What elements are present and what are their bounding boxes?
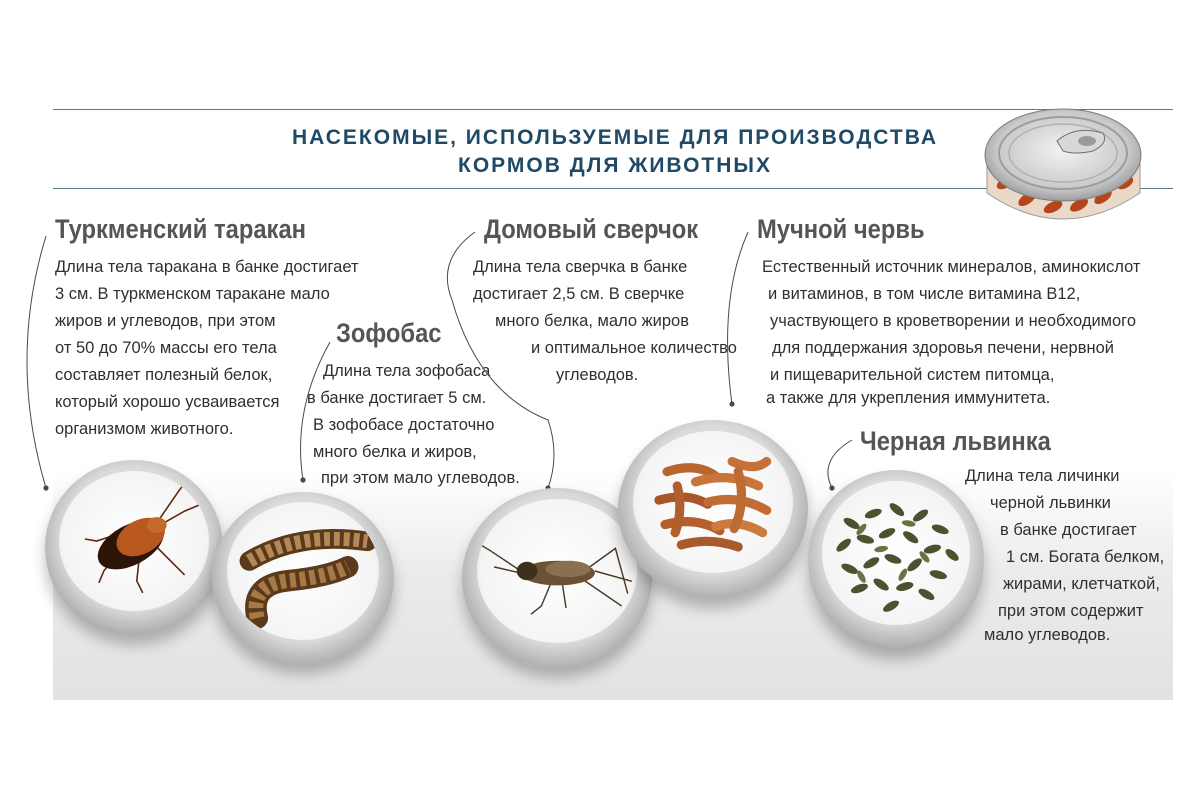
cockroach-can bbox=[45, 460, 223, 635]
text-line: и витаминов, в том числе витамина B12, bbox=[768, 285, 1081, 303]
text-line: Длина тела сверчка в банке bbox=[473, 258, 688, 276]
text-line: в банке достигает bbox=[1000, 521, 1137, 539]
text-line: Длина тела таракана в банке достигает bbox=[55, 258, 359, 276]
text-line: Длина тела зофобаса bbox=[323, 362, 491, 380]
text-line: и пищеварительной систем питомца, bbox=[770, 366, 1055, 384]
text-line: Длина тела личинки bbox=[965, 467, 1120, 485]
text-line: который хорошо усваивается bbox=[55, 393, 280, 411]
text-line: черной львинки bbox=[990, 494, 1111, 512]
infographic-title-line-2: КОРМОВ ДЛЯ ЖИВОТНЫХ bbox=[458, 154, 772, 177]
text-line: углеводов. bbox=[556, 366, 639, 384]
text-line: жиров и углеводов, при этом bbox=[55, 312, 276, 330]
text-line: для поддержания здоровья печени, нервной bbox=[772, 339, 1115, 357]
mealworm-image bbox=[633, 431, 793, 573]
text-line: достигает 2,5 см. В сверчке bbox=[473, 285, 685, 303]
heading-mealworm: Мучной червь bbox=[757, 214, 925, 244]
text-line: от 50 до 70% массы его тела bbox=[55, 339, 277, 357]
heading-turkmen-cockroach: Туркменский таракан bbox=[55, 214, 307, 244]
infographic-title-line-1: НАСЕКОМЫЕ, ИСПОЛЬЗУЕМЫЕ ДЛЯ ПРОИЗВОДСТВА bbox=[291, 126, 939, 149]
text-line: составляет полезный белок, bbox=[55, 366, 273, 384]
mealworm-can bbox=[618, 420, 808, 598]
text-line: и оптимальное количество bbox=[531, 339, 737, 357]
text-line: в банке достигает 5 см. bbox=[307, 389, 487, 407]
text-line: много белка, мало жиров bbox=[495, 312, 689, 330]
text-line: В зофобасе достаточно bbox=[313, 416, 495, 434]
text-line: много белка и жиров, bbox=[313, 443, 477, 461]
cockroach-image bbox=[59, 471, 209, 611]
text-line: а также для укрепления иммунитета. bbox=[766, 389, 1051, 407]
black-soldier-fly-can bbox=[808, 470, 984, 650]
text-line: Естественный источник минералов, аминокислот bbox=[762, 258, 1141, 276]
zophobas-image bbox=[227, 502, 380, 640]
text-line: 1 см. Богата белком, bbox=[1006, 548, 1165, 566]
cricket-image bbox=[477, 499, 637, 643]
heading-black-soldier-fly: Черная львинка bbox=[860, 426, 1051, 456]
black-soldier-fly-larvae-image bbox=[822, 481, 970, 625]
text-line: организмом животного. bbox=[55, 420, 234, 438]
zophobas-can bbox=[212, 492, 394, 664]
text-line: мало углеводов. bbox=[984, 626, 1111, 644]
text-line: участвующего в кроветворении и необходимого bbox=[770, 312, 1137, 330]
heading-house-cricket: Домовый сверчок bbox=[484, 214, 699, 244]
text-line: жирами, клетчаткой, bbox=[1003, 575, 1160, 593]
heading-zophobas: Зофобас bbox=[336, 318, 442, 348]
text-line: при этом мало углеводов. bbox=[321, 469, 520, 487]
text-line: при этом содержит bbox=[998, 602, 1144, 620]
text-line: 3 см. В туркменском таракане мало bbox=[55, 285, 330, 303]
